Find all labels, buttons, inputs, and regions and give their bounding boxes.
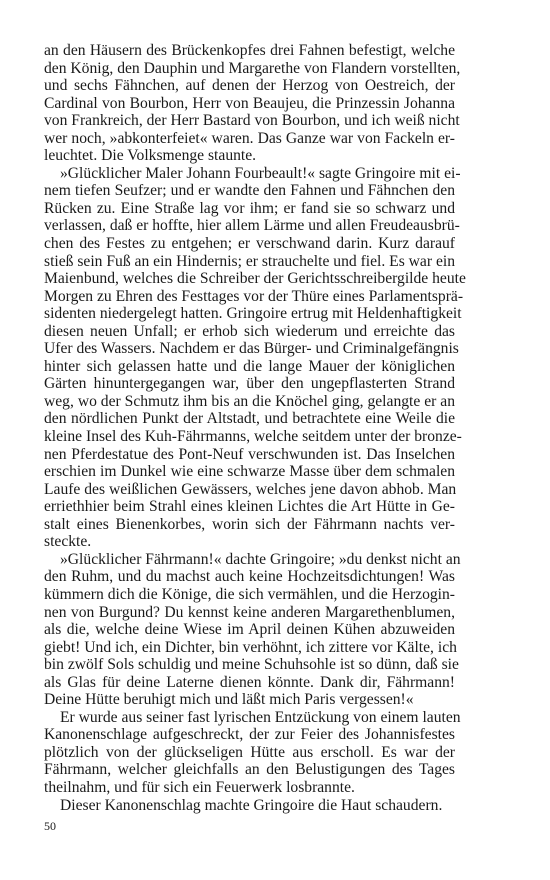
text-line: erschien im Dunkel wie eine schwarze Masse über dem schmalen — [44, 463, 455, 481]
text-line: steckte. — [44, 533, 92, 551]
text-line: erriethhier beim Strahl eines kleinen Lichtes die Art Hütte in Ge- — [44, 498, 455, 516]
text-line: sidenten niedergelegt hatten. Gringoire ertrug mit Heldenhaftigkeit — [44, 305, 462, 323]
text-line: Laufe des weißlichen Gewässers, welches jene davon abhob. Man — [44, 480, 457, 498]
text-line: Dieser Kanonenschlag machte Gringoire die Haut schaudern. — [60, 796, 443, 814]
text-line: Maienbund, welches die Schreiber der Gerichtsschreibergilde heute — [44, 270, 466, 288]
text-line: Er wurde aus seiner fast lyrischen Entzückung von einem lauten — [60, 708, 461, 726]
book-page-text — [44, 42, 466, 814]
text-line: theilnahm, und für sich ein Feuerwerk losbrannte. — [44, 778, 355, 796]
text-line: giebt! Und ich, ein Dichter, bin verhöhnt, ich zittere vor Kälte, ich — [44, 638, 457, 656]
text-line: den nördlichen Punkt der Altstadt, und betrachtete eine Weile die — [44, 410, 455, 428]
text-line: von Frankreich, der Herr Bastard von Bourbon, und ich weiß nicht — [44, 112, 460, 130]
text-line: »Glücklicher Maler Johann Fourbeault!« sagte Gringoire mit ei- — [60, 164, 461, 182]
text-line: den König, den Dauphin und Margarethe von Flandern vorstellten, — [44, 59, 461, 77]
text-line: wer noch, »abkonterfeiet« waren. Das Ganze war von Fackeln er- — [44, 129, 455, 147]
text-line: Deine Hütte beruhigt mich und läßt mich Paris vergessen!« — [44, 691, 414, 709]
text-line: kleine Insel des Kuh-Fährmanns, welche seitdem unter der bronze- — [44, 428, 462, 446]
text-line: leuchtet. Die Volksmenge staunte. — [44, 147, 257, 165]
text-line: »Glücklicher Fährmann!« dachte Gringoire; »du denkst nicht an — [60, 550, 461, 568]
text-line: Fährmann, welcher gleichfalls an den Belustigungen des Tages — [44, 761, 455, 779]
text-line: und sechs Fähnchen, auf denen der Herzog von Oestreich, der — [44, 77, 455, 95]
text-line: kümmern dich die Könige, die sich vermählen, und die Herzogin- — [44, 585, 455, 603]
text-line: nem tiefen Seufzer; und er wandte den Fahnen und Fähnchen den — [44, 182, 455, 200]
text-line: stieß sein Fuß an ein Hindernis; er strauchelte und fiel. Es war ein — [44, 252, 455, 270]
text-line: Ufer des Wassers. Nachdem er das Bürger- und Criminalgefängnis — [44, 340, 459, 358]
text-line: Morgen zu Ehren des Festtages vor der Thüre eines Parlamentsprä- — [44, 287, 464, 305]
text-line: Gärten hinuntergegangen war, über den ungepflasterten Strand — [44, 375, 455, 393]
page-number: 50 — [44, 819, 56, 833]
text-line: Cardinal von Bourbon, Herr von Beaujeu, die Prinzessin Johanna — [44, 94, 455, 112]
text-line: nen von Burgund? Du kennst keine anderen Margarethenblumen, — [44, 603, 455, 621]
text-line: Kanonenschlage aufgeschreckt, der zur Feier des Johannisfestes — [44, 726, 455, 744]
text-line: diesen neuen Unfall; er erhob sich wiederum und erreichte das — [44, 322, 455, 340]
text-line: den Ruhm, und du machst auch keine Hochzeitsdichtungen! Was — [44, 568, 455, 586]
text-line: Rücken zu. Eine Straße lag vor ihm; er fand sie so schwarz und — [44, 199, 455, 217]
text-line: als die, welche deine Wiese im April deinen Kühen abzuweiden — [44, 621, 455, 639]
text-line: an den Häusern des Brückenkopfes drei Fahnen befestigt, welche — [44, 42, 455, 59]
text-line: weg, wo der Schmutz ihm bis an die Knöchel ging, gelangte er an — [44, 392, 455, 410]
text-line: nen Pferdestatue des Pont-Neuf verschwunden ist. Das Inselchen — [44, 445, 455, 463]
text-line: chen des Festes zu entgehen; er verschwand darin. Kurz darauf — [44, 235, 455, 253]
text-line: hinter sich gelassen hatte und die lange Mauer der königlichen — [44, 357, 455, 375]
text-line: verlassen, daß er hoffte, hier allem Lärme und allen Freudeausbrü- — [44, 217, 460, 235]
text-line: plötzlich von der glückseligen Hütte aus erscholl. Es war der — [44, 743, 455, 761]
text-line: bin zwölf Sols schuldig und meine Schuhsohle ist so dünn, daß sie — [44, 656, 459, 674]
text-line: stalt eines Bienenkorbes, worin sich der Fährmann nachts ver- — [44, 515, 455, 533]
text-line: als Glas für deine Laterne dienen könnte. Dank dir, Fährmann! — [44, 673, 455, 691]
